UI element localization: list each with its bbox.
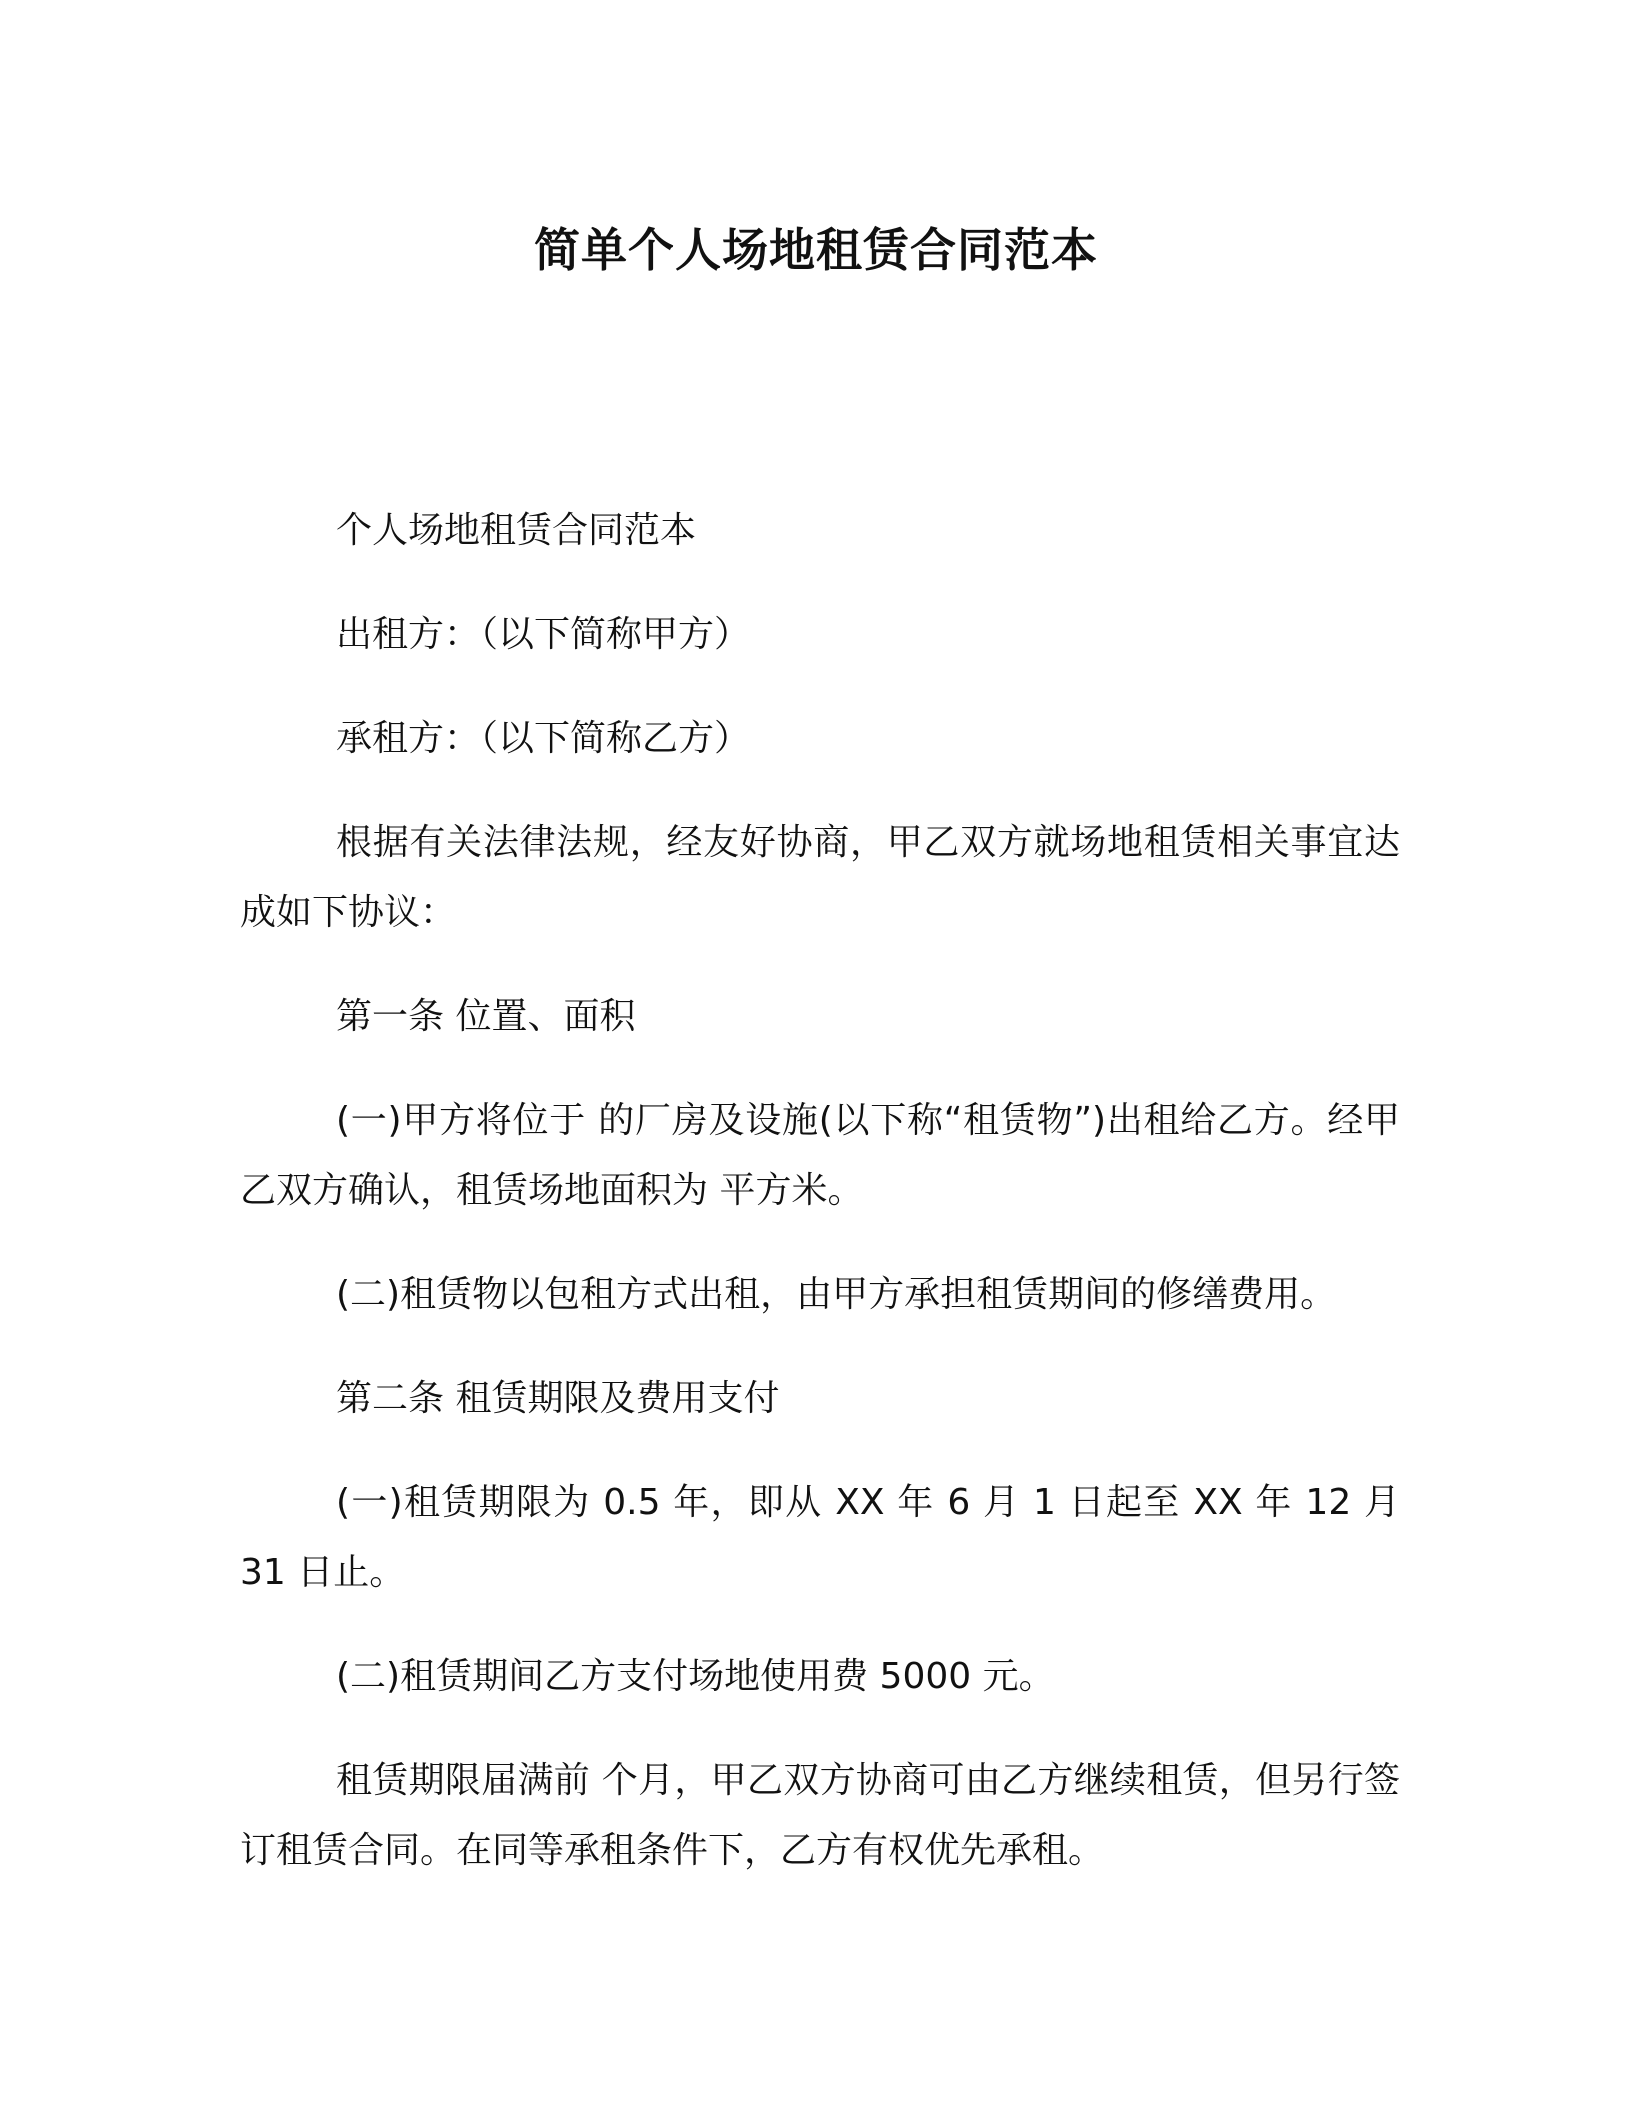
document-body xyxy=(240,496,1400,1920)
preamble-paragraph: 根据有关法律法规，经友好协商，甲乙双方就场地租赁相关事宜达成如下协议： xyxy=(240,822,1400,933)
article-2-clause-1: (一)租赁期限为 0.5 年，即从 XX 年 6 月 1 日起至 XX 年 12 月 31 日止。 xyxy=(240,1482,1400,1593)
lessee-line: 承租方：（以下简称乙方） xyxy=(336,718,751,759)
lessor-line: 出租方：（以下简称甲方） xyxy=(336,614,751,655)
article-2-clause-2: (二)租赁期间乙方支付场地使用费 5000 元。 xyxy=(336,1656,1055,1697)
renewal-paragraph: 租赁期限届满前 个月，甲乙双方协商可由乙方继续租赁，但另行签订租赁合同。在同等承租条件下，乙方有权优先承租。 xyxy=(240,1760,1400,1871)
contract-subtitle: 个人场地租赁合同范本 xyxy=(336,510,697,551)
document-title: 简单个人场地租赁合同范本 xyxy=(534,223,1098,277)
article-1-clause-2: (二)租赁物以包租方式出租，由甲方承担租赁期间的修缮费用。 xyxy=(336,1274,1337,1315)
article-1-clause-1: (一)甲方将位于 的厂房及设施(以下称“租赁物”)出租给乙方。经甲乙双方确认，租赁场地面积为 平方米。 xyxy=(240,1100,1400,1211)
article-1-heading: 第一条 位置、面积 xyxy=(336,996,636,1037)
article-2-heading: 第二条 租赁期限及费用支付 xyxy=(336,1378,780,1419)
